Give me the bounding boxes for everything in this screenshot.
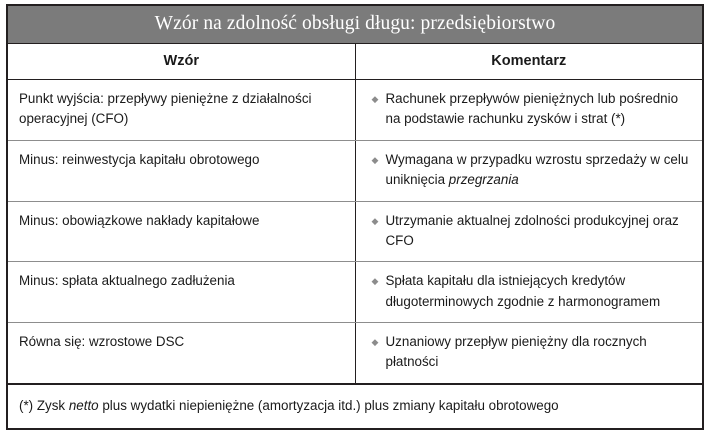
table-body	[7, 5, 703, 429]
footnote-text-italic: netto	[68, 397, 99, 413]
comment-cell	[355, 201, 703, 262]
debt-service-capacity-table	[6, 4, 704, 430]
diamond-bullet-icon: ◆	[371, 94, 379, 104]
bullet-line	[372, 271, 693, 312]
comment-text: Wymagana w przypadku wzrostu sprzedaży w celu uniknięcia	[385, 151, 689, 188]
formula-cell: Równa się: wzrostowe DSC	[7, 323, 355, 384]
comment-cell	[355, 323, 703, 384]
table-row	[7, 262, 703, 323]
bullet-line	[372, 89, 693, 130]
table-row	[7, 201, 703, 262]
comment-cell	[355, 80, 703, 141]
formula-cell: Minus: obowiązkowe nakłady kapitałowe	[7, 201, 355, 262]
comment-text: Spłata kapitału dla istniejących kredytów długoterminowych zgodnie z harmonogramem	[385, 273, 661, 309]
footnote-cell	[7, 384, 703, 429]
comment-text: Uznaniowy przepływ pieniężny dla rocznych płatności	[385, 334, 647, 370]
bullet-line	[372, 211, 693, 252]
table-row	[7, 323, 703, 384]
formula-cell: Minus: spłata aktualnego zadłużenia	[7, 262, 355, 323]
diamond-bullet-icon: ◆	[371, 215, 379, 226]
formula-cell: Punkt wyjścia: przepływy pieniężne z działalności operacyjnej (CFO)	[7, 80, 355, 141]
diamond-bullet-icon: ◆	[371, 154, 379, 165]
table-row	[7, 80, 703, 141]
comment-text-italic: przegrzania	[448, 172, 519, 188]
comment-text: Rachunek przepływów pieniężnych lub pośrednio na podstawie rachunku zysków i strat (*)	[385, 91, 679, 127]
column-header-row	[7, 44, 703, 80]
diamond-bullet-icon: ◆	[371, 337, 379, 347]
diamond-bullet-icon: ◆	[371, 276, 379, 287]
table-title: Wzór na zdolność obsługi długu: przedsiębiorstwo	[7, 5, 703, 44]
footnote-text-pre: (*) Zysk	[19, 397, 69, 413]
footnote-text-post: plus wydatki niepieniężne (amortyzacja itd.) plus zmiany kapitału obrotowego	[98, 397, 559, 413]
column-header-formula: Wzór	[7, 44, 355, 80]
bullet-line	[372, 150, 693, 191]
comment-text: Utrzymanie aktualnej zdolności produkcyjnej oraz CFO	[385, 212, 679, 248]
table-row	[7, 140, 703, 201]
table-footnote-row	[7, 384, 703, 429]
column-header-comment: Komentarz	[355, 44, 703, 80]
comment-cell	[355, 262, 703, 323]
comment-cell	[355, 140, 703, 201]
table-title-row	[7, 5, 703, 44]
bullet-line	[372, 332, 693, 373]
formula-cell: Minus: reinwestycja kapitału obrotowego	[7, 140, 355, 201]
